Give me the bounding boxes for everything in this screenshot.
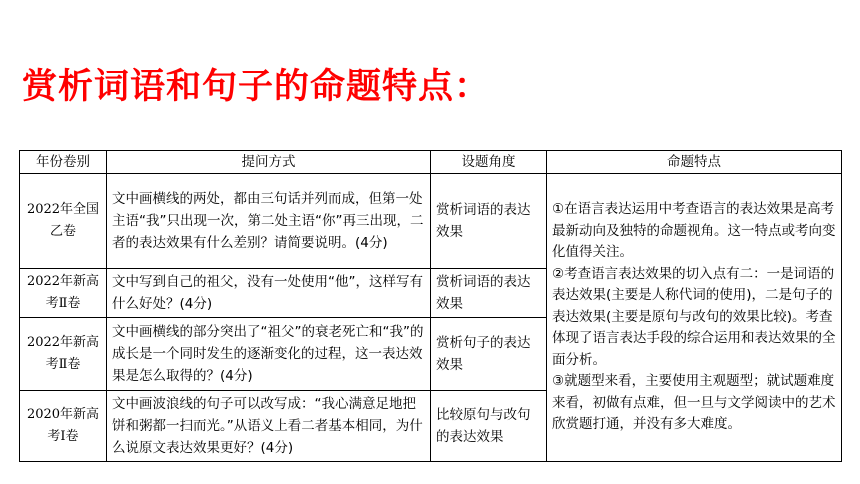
page-title: 赏析词语和句子的命题特点：: [22, 67, 491, 107]
question-cell: 文中画横线的部分突出了“祖父”的衰老死亡和“我”的成长是一个同时发生的逐渐变化的过程，这一表达效果是怎么取得的？(4分): [107, 318, 431, 391]
table-header-row: [20, 151, 842, 174]
header-features: 命题特点: [547, 151, 842, 174]
table-row: [20, 174, 842, 269]
question-cell: 文中画横线的两处，都由三句话并列而成，但第一处主语“我”只出现一次，第二处主语“你”再三出现，二者的表达效果有什么差别？请简要说明。(4分): [107, 174, 431, 269]
feature-item: ②考查语言表达效果的切入点有二：一是词语的表达效果(主要是人称代词的使用)，二是句子的表达效果(主要是原句与改句的效果比较)。考查体现了语言表达手段的综合运用和表达效果的全面分析。: [552, 265, 836, 368]
feature-item: ①在语言表达运用中考查语言的表达效果是高考最新动向及独特的命题视角。这一特点或考向变化值得关注。: [552, 201, 836, 261]
header-question: 提问方式: [107, 151, 431, 174]
question-cell: 文中写到自己的祖父，没有一处使用“他”，这样写有什么好处？(4分): [107, 269, 431, 318]
year-cell: 2022年新高考Ⅱ卷: [20, 318, 107, 391]
exam-analysis-table: [19, 150, 842, 462]
features-cell: [547, 174, 842, 462]
feature-item: ③就题型来看，主要使用主观题型；就试题难度来看，初做有点难，但一旦与文学阅读中的艺术欣赏题打通，并没有多大难度。: [552, 373, 836, 433]
angle-cell: 赏析词语的表达效果: [431, 174, 547, 269]
question-cell: 文中画波浪线的句子可以改写成：“我心满意足地把饼和粥都一扫而光。”从语义上看二者基本相同，为什么说原文表达效果更好？(4分): [107, 391, 431, 462]
angle-cell: 赏析词语的表达效果: [431, 269, 547, 318]
year-cell: 2020年新高考Ⅰ卷: [20, 391, 107, 462]
angle-cell: 赏析句子的表达效果: [431, 318, 547, 391]
angle-cell: 比较原句与改句的表达效果: [431, 391, 547, 462]
year-cell: 2022年新高考Ⅱ卷: [20, 269, 107, 318]
year-cell: 2022年全国乙卷: [20, 174, 107, 269]
header-angle: 设题角度: [431, 151, 547, 174]
header-year: 年份卷别: [20, 151, 107, 174]
